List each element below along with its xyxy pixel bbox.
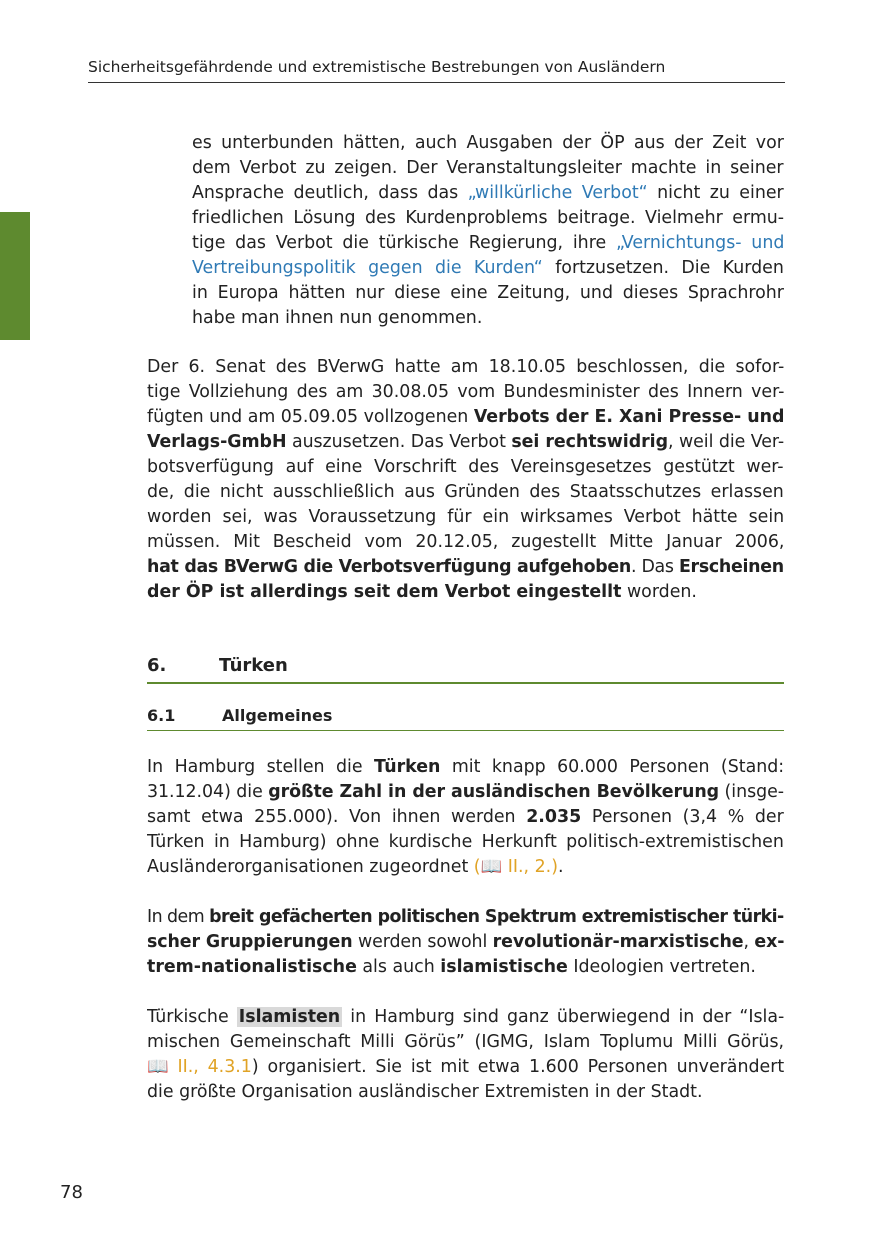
text-run: nicht zu einer: [647, 183, 784, 203]
text-line: [147, 430, 784, 455]
text-line: dem Verbot zu zeigen. Der Veranstaltungsleiter machte in seiner: [192, 158, 784, 178]
text-line: habe man ihnen nun genommen.: [192, 308, 483, 328]
text-line: friedlichen Lösung des Kurdenproblems beitrage. Vielmehr ermu-: [192, 208, 784, 228]
text-line: [147, 805, 784, 830]
text-run: werden sowohl: [352, 932, 493, 952]
bold-text: hat das BVerwG die Verbotsverfügung aufgehoben: [147, 557, 631, 577]
section-title: Türken: [219, 655, 288, 676]
page-number: 78: [60, 1182, 83, 1203]
text-run: 31.12.04) die: [147, 782, 269, 802]
bold-text: größte Zahl in der ausländischen Bevölkerung: [268, 782, 720, 802]
body-paragraph: [147, 755, 784, 880]
quoted-phrase: „Vernichtungs- und: [615, 233, 784, 253]
text-run: fortzusetzen. Die Kurden: [542, 258, 784, 278]
text-line: Der 6. Senat des BVerwG hatte am 18.10.05 beschlossen, die sofor-: [147, 357, 784, 377]
text-run: . Das: [630, 557, 679, 577]
text-run: worden.: [621, 582, 697, 602]
text-line: [147, 855, 784, 880]
text-run: Ansprache deutlich, dass das: [192, 183, 468, 203]
running-header: Sicherheitsgefährdende und extremistische Bestrebungen von Ausländern: [88, 58, 785, 83]
text-run: .: [557, 857, 564, 877]
body-paragraph: [147, 905, 784, 980]
text-line: [147, 1005, 784, 1030]
bold-text: islamistische: [440, 957, 568, 977]
text-line: es unterbunden hätten, auch Ausgaben der ÖP aus der Zeit vor: [192, 133, 784, 153]
text-line: [192, 256, 784, 281]
text-run: (insge-: [719, 782, 784, 802]
text-run: Ideologien vertreten.: [567, 957, 756, 977]
text-line: [147, 405, 784, 430]
text-run: Ausländerorganisationen zugeordnet: [147, 857, 474, 877]
text-run: als auch: [356, 957, 441, 977]
text-line: [147, 955, 784, 980]
bold-text: ex-: [754, 932, 784, 952]
chapter-tab-marker: [0, 212, 30, 340]
text-run: mit knapp 60.000 Personen (Stand:: [440, 757, 784, 777]
text-run: samt etwa 255.000). Von ihnen werden: [147, 807, 527, 827]
text-line: de, die nicht ausschließlich aus Gründen des Staatsschutzes erlassen: [147, 482, 784, 502]
text-run: ) organisiert. Sie ist mit etwa 1.600 Personen unverändert: [251, 1057, 784, 1077]
bold-text: scher Gruppierungen: [147, 932, 353, 952]
subsection-heading: [147, 706, 784, 731]
text-run: auszusetzen. Das Verbot: [286, 432, 512, 452]
bold-text: Türken: [373, 757, 441, 777]
text-line: müssen. Mit Bescheid vom 20.12.05, zugestellt Mitte Januar 2006,: [147, 532, 784, 552]
quoted-phrase: „willkürliche Verbot“: [467, 183, 648, 203]
text-line: [147, 905, 784, 930]
text-line: [147, 555, 784, 580]
text-run: tige das Verbot die türkische Regierung, ihre: [192, 233, 616, 253]
text-line: [147, 755, 784, 780]
text-run: In dem: [147, 907, 210, 927]
highlighted-term: Islamisten: [238, 1007, 341, 1027]
text-line: [147, 780, 784, 805]
bold-text: revolutionär-marxistische: [492, 932, 744, 952]
section-heading: [147, 655, 784, 684]
text-line: [147, 1055, 784, 1080]
text-run: fügten und am 05.09.05 vollzogenen: [147, 407, 474, 427]
text-line: tige Vollziehung des am 30.08.05 vom Bundesminister des Innern ver-: [147, 382, 784, 402]
text-line: mischen Gemeinschaft Milli Görüs” (IGMG, Islam Toplumu Milli Görüs,: [147, 1032, 784, 1052]
bold-text: sei rechtswidrig: [511, 432, 668, 452]
bold-text: Verlags-GmbH: [147, 432, 287, 452]
text-line: botsverfügung auf eine Vorschrift des Vereinsgesetzes gestützt wer-: [147, 457, 784, 477]
text-line: [192, 231, 784, 256]
text-run: In Hamburg stellen die: [147, 757, 374, 777]
subsection-title: Allgemeines: [222, 706, 333, 725]
cross-reference-link[interactable]: 📖 II., 4.3.1: [147, 1057, 252, 1077]
bold-text: breit gefächerten politischen Spektrum extremistischer türki-: [209, 907, 784, 927]
text-run: Personen (3,4 % der: [581, 807, 784, 827]
text-run: ,: [743, 932, 755, 952]
body-paragraph: [147, 1005, 784, 1105]
text-run: in Hamburg sind ganz überwiegend in der “Isla-: [342, 1007, 784, 1027]
quoted-phrase: Vertreibungspolitik gegen die Kurden“: [192, 258, 543, 278]
section-number: 6.: [147, 655, 167, 676]
text-line: [147, 580, 784, 605]
indented-quote-paragraph: [192, 131, 784, 331]
text-line: worden sei, was Voraussetzung für ein wirksames Verbot hätte sein: [147, 507, 784, 527]
text-line: [147, 930, 784, 955]
bold-text: Verbots der E. Xani Presse- und: [473, 407, 784, 427]
cross-reference-link[interactable]: (📖 II., 2.): [473, 857, 558, 877]
bold-text: 2.035: [526, 807, 582, 827]
subsection-number: 6.1: [147, 706, 176, 725]
text-line: [192, 181, 784, 206]
text-line: in Europa hätten nur diese eine Zeitung, und dieses Sprachrohr: [192, 283, 784, 303]
body-paragraph: [147, 355, 784, 605]
bold-text: trem-nationalistische: [147, 957, 357, 977]
bold-text: der ÖP ist allerdings seit dem Verbot eingestellt: [147, 582, 622, 602]
text-run: Türkische: [147, 1007, 237, 1027]
text-run: , weil die Ver-: [667, 432, 784, 452]
text-line: die größte Organisation ausländischer Extremisten in der Stadt.: [147, 1082, 703, 1102]
bold-text: Erscheinen: [678, 557, 784, 577]
text-line: Türken in Hamburg) ohne kurdische Herkunft politisch-extremistischen: [147, 832, 784, 852]
